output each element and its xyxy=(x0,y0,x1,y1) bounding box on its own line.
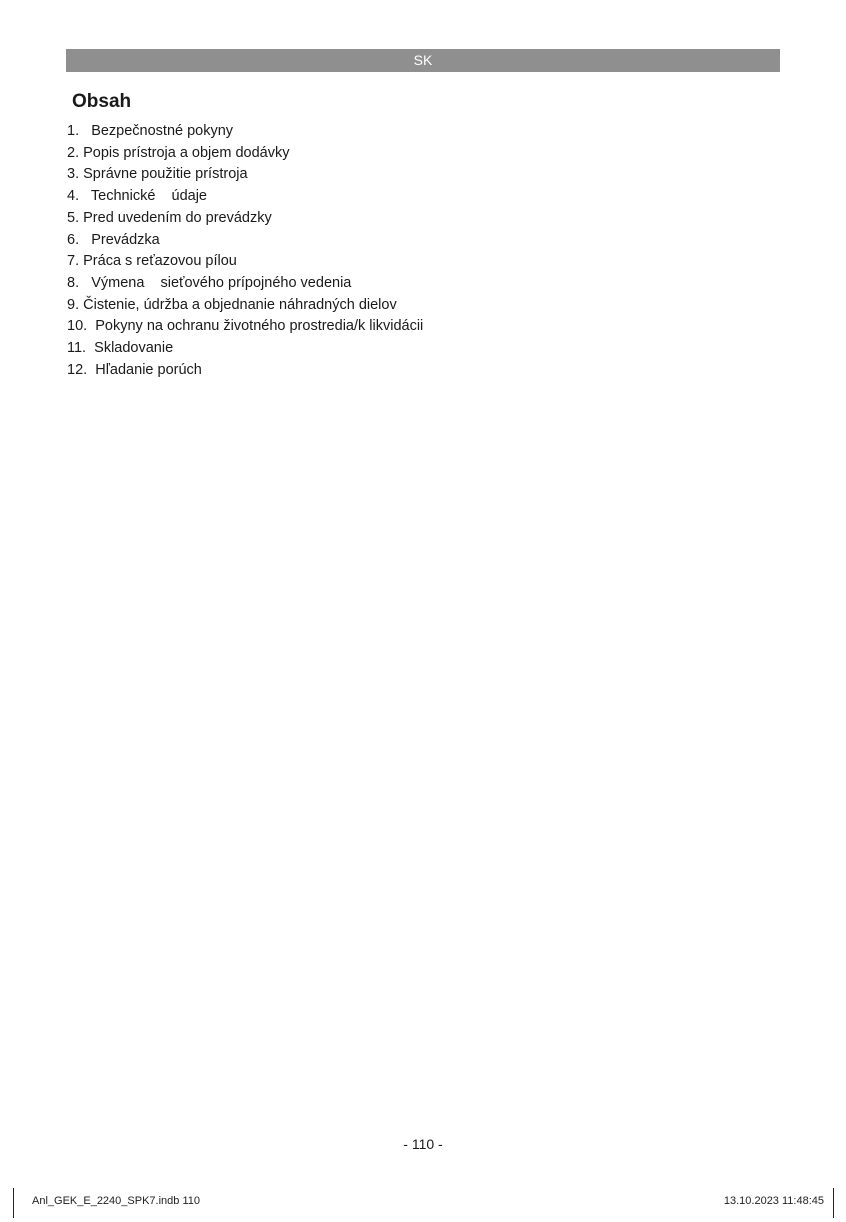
toc-item-label: Bezpečnostné pokyny xyxy=(91,123,234,139)
page-title: Obsah xyxy=(72,91,132,112)
table-of-contents xyxy=(67,121,423,381)
language-code: SK xyxy=(413,52,433,68)
toc-item-label: Práca s reťazovou pílou xyxy=(83,253,237,270)
page-number: - 110 - xyxy=(403,1136,443,1152)
language-bar xyxy=(66,49,780,72)
crop-mark-left xyxy=(13,1188,14,1218)
toc-item-label: Pred uvedením do prevádzky xyxy=(83,209,272,226)
toc-item: 2. Popis prístroja a objem dodávky xyxy=(67,144,290,161)
toc-item-label: Technické údaje xyxy=(90,188,207,205)
footer-file-name: Anl_GEK_E_2240_SPK7.indb 110 xyxy=(32,1195,200,1207)
toc-item: 3. Správne použitie prístroja xyxy=(67,166,248,183)
print-footer xyxy=(0,1186,846,1222)
toc-item: 9. Čistenie, údržba a objednanie náhradných dielov xyxy=(67,296,397,313)
toc-item: 12. Hľadanie porúch xyxy=(67,361,202,378)
toc-item-label: Výmena sieťového prípojného vedenia xyxy=(91,274,352,291)
toc-item-label: Popis prístroja a objem dodávky xyxy=(83,144,290,161)
toc-item: 4. Technické údaje xyxy=(67,188,207,205)
toc-item: 8. Výmena sieťového prípojného vedenia xyxy=(67,274,352,291)
footer-timestamp: 13.10.2023 11:48:45 xyxy=(723,1195,824,1207)
toc-item-label: Skladovanie xyxy=(94,340,174,357)
toc-item-label: Prevádzka xyxy=(91,231,160,248)
toc-item-label: Hľadanie porúch xyxy=(95,361,202,378)
toc-item-label: Čistenie, údržba a objednanie náhradných dielov xyxy=(83,296,397,313)
toc-item: 5. Pred uvedením do prevádzky xyxy=(67,209,272,226)
toc-item-label: Pokyny na ochranu životného prostredia/k likvidácii xyxy=(95,318,424,335)
toc-item: 6. Prevádzka xyxy=(67,231,160,248)
toc-item: 1. Bezpečnostné pokyny xyxy=(67,123,234,139)
toc-item: 11. Skladovanie xyxy=(67,340,174,357)
toc-item-label: Správne použitie prístroja xyxy=(83,166,248,183)
toc-item: 7. Práca s reťazovou pílou xyxy=(67,253,237,270)
crop-mark-right xyxy=(833,1188,834,1218)
toc-item: 10. Pokyny na ochranu životného prostredia/k likvidácii xyxy=(67,318,424,335)
